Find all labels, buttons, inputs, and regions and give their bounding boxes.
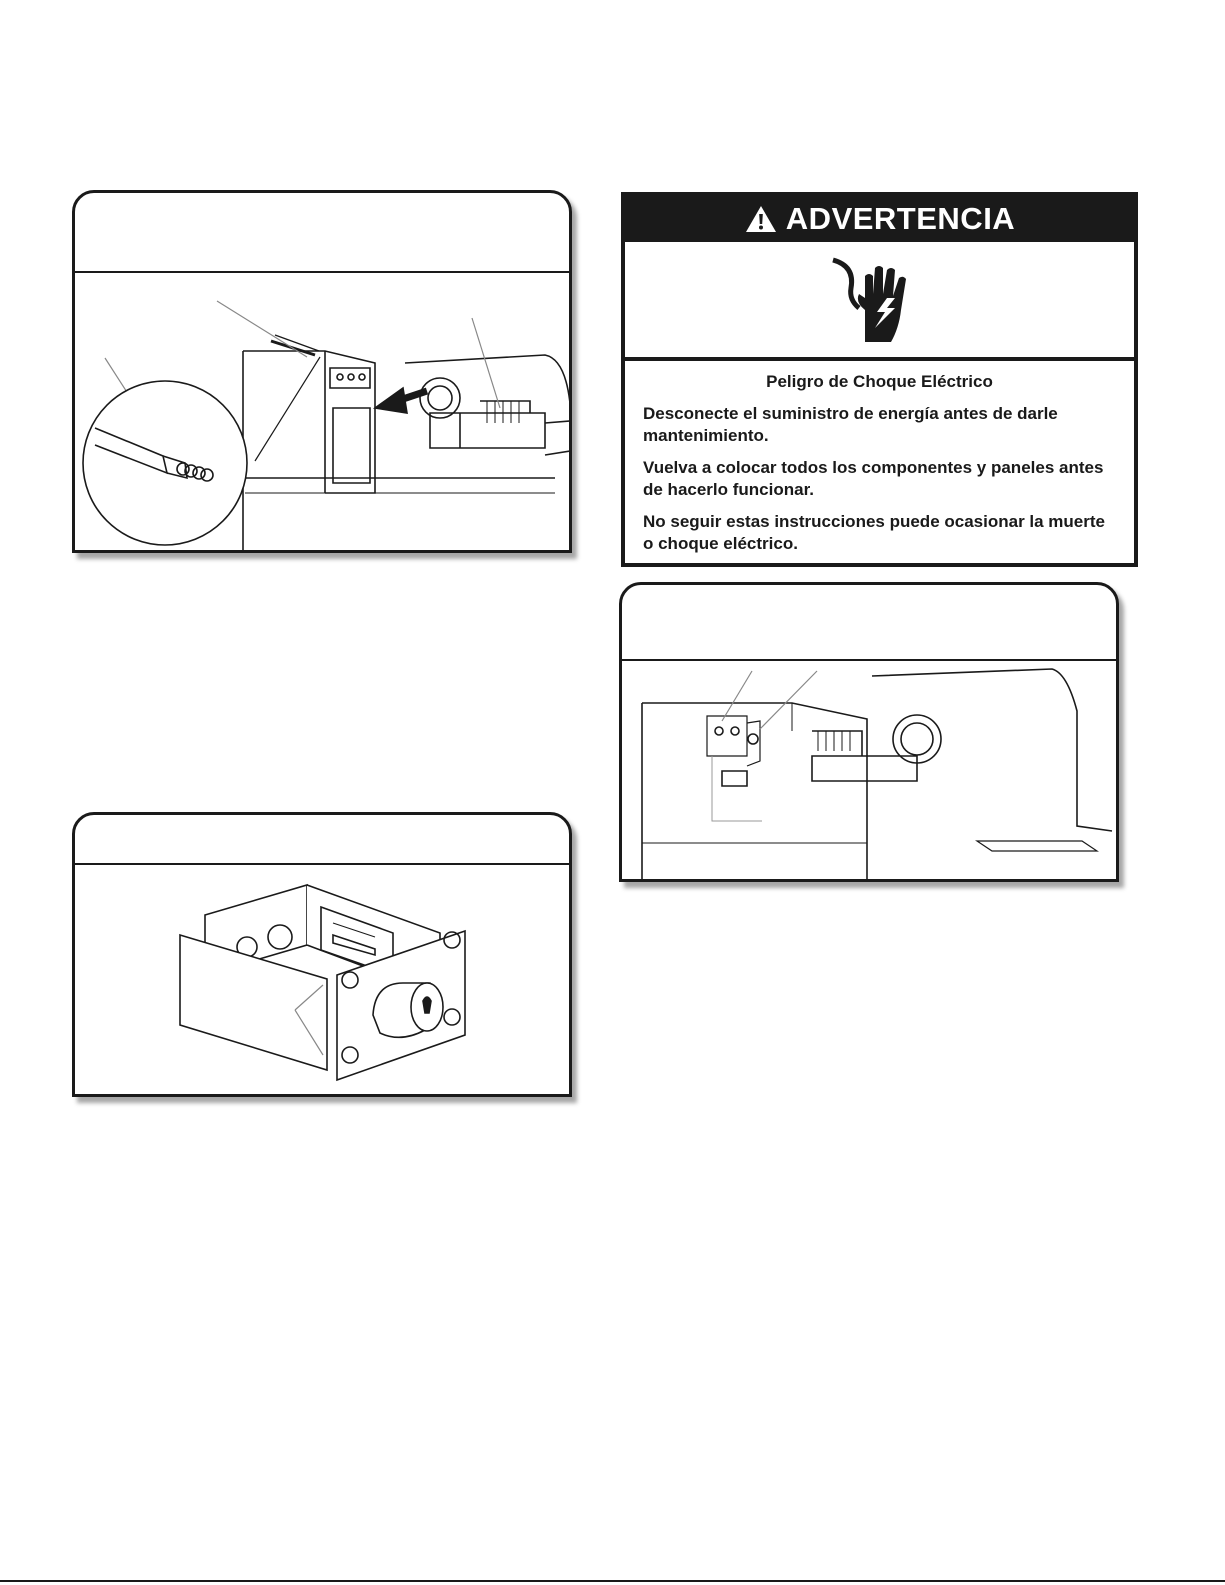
page-bottom-rule: [0, 1580, 1225, 1582]
warning-icon-area: [625, 242, 1134, 361]
figure-panel-1: [72, 190, 572, 553]
gas-valve-illustration: [75, 273, 572, 553]
figure-panel-3: [72, 812, 572, 1097]
warning-header: [625, 196, 1134, 242]
burner-cone-bracket-illustration: [75, 865, 572, 1097]
warning-line-3: No seguir estas instrucciones puede ocasionar la muerte o choque eléctrico.: [643, 512, 1105, 553]
figure-panel-2-header: [622, 585, 1116, 661]
warning-triangle-icon: [744, 204, 778, 234]
figure-panel-1-header: [75, 193, 569, 273]
figure-panel-2: [619, 582, 1119, 882]
warning-line-2: Vuelva a colocar todos los componentes y paneles antes de hacerlo funcionar.: [643, 458, 1104, 499]
warning-signal-word: ADVERTENCIA: [785, 201, 1016, 236]
figure-panel-3-header: [75, 815, 569, 865]
igniter-bracket-illustration: [622, 661, 1119, 882]
warning-box: [621, 192, 1138, 567]
warning-line-1: Desconecte el suministro de energía antes de darle mantenimiento.: [643, 404, 1058, 445]
electrical-shock-hand-icon: [825, 254, 921, 346]
hazard-title: Peligro de Choque Eléctrico: [766, 372, 993, 391]
